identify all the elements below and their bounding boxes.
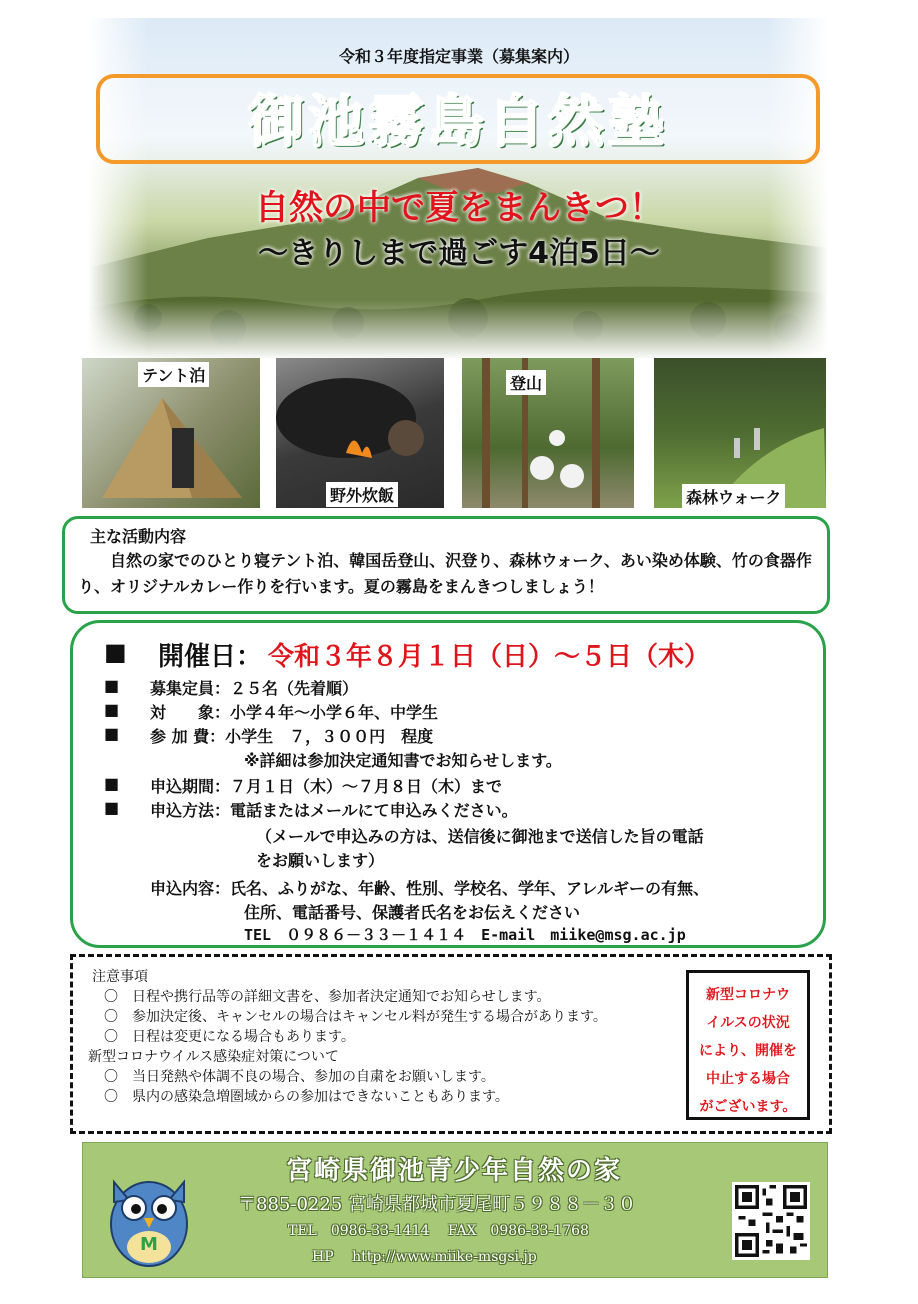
application-content: 申込内容：氏名、ふりがな、年齢、性別、学校名、学年、アレルギーの有無、	[150, 879, 709, 898]
qr-code-icon[interactable]	[732, 1182, 810, 1260]
application-content: 住所、電話番号、保護者氏名をお伝えください	[244, 903, 581, 922]
date-value: 令和３年８月１日（日）～５日（木）	[268, 642, 711, 672]
caution-title: 注意事項	[92, 969, 148, 985]
capacity: 募集定員：２５名（先着順）	[150, 679, 359, 698]
activity-description: 自然の家でのひとり寝テント泊、韓国岳登山、沢登り、森林ウォーク、あい染め体験、竹の食器作り、オリジナルカレー作りを行います。夏の霧島をまんきつしましょう！	[78, 551, 812, 596]
photo-cooking	[276, 358, 444, 508]
photo-tent	[82, 358, 260, 508]
covid-notice-line: により、開催を	[699, 1043, 797, 1059]
photo-label: 登山	[506, 370, 546, 395]
covid-notice-line: イルスの状況	[706, 1015, 790, 1031]
method-note: をお願いします）	[256, 851, 385, 870]
activity-title: 主な活動内容	[90, 527, 187, 546]
target: 対 象：小学４年～小学６年、中学生	[150, 703, 439, 722]
page-subtitle: 令和３年度指定事業（募集案内）	[338, 47, 579, 66]
caution-item: 〇 参加決定後、キャンセルの場合はキャンセル料が発生する場合があります。	[104, 1009, 607, 1025]
bullet-icon: ■	[104, 676, 120, 695]
contact-line: TEL ０９８６－３３－１４１４ E-mail miike@msg.ac.jp	[244, 926, 686, 944]
bullet-icon: ■	[104, 798, 120, 817]
fee-note: ※詳細は参加決定通知書でお知らせします。	[244, 751, 562, 770]
facility-tel-fax: TEL 0986-33-1414 FAX 0986-33-1768	[288, 1223, 589, 1239]
covid-notice-line: 中止する場合	[706, 1071, 790, 1087]
photo-climbing	[462, 358, 634, 508]
application-method: 申込方法：電話またはメールにて申込みください。	[150, 801, 518, 820]
covid-item: 〇 当日発熱や体調不良の場合、参加の自粛をお願いします。	[104, 1069, 495, 1085]
covid-title: 新型コロナウイルス感染症対策について	[88, 1049, 339, 1065]
covid-notice	[686, 970, 810, 1120]
covid-notice-line: がございます。	[699, 1099, 797, 1115]
hero-fade	[88, 300, 828, 360]
facility-homepage: HP http://www.miike-msgsi.jp	[312, 1249, 537, 1265]
application-period: 申込期間：７月１日（木）～７月８日（木）まで	[150, 777, 503, 796]
catchphrase-sub: ～きりしまで過ごす4泊5日～	[258, 236, 660, 271]
facility-name: 宮崎県御池青少年自然の家	[285, 1156, 622, 1186]
mascot-letter: M	[140, 1234, 158, 1255]
caution-item: 〇 日程や携行品等の詳細文書を、参加者決定通知でお知らせします。	[104, 989, 551, 1005]
fee: 参 加 費：小学生 ７，３００円 程度	[150, 727, 434, 746]
photo-label: テント泊	[138, 362, 209, 387]
caution-item: 〇 日程は変更になる場合もあります。	[104, 1029, 355, 1045]
page-title: 御池霧島自然塾	[248, 90, 668, 155]
catchphrase: 自然の中で夏をまんきつ！	[255, 188, 663, 228]
photo-forest-walk	[654, 358, 826, 508]
facility-address: 〒885-0225 宮崎県都城市夏尾町５９８８－３０	[238, 1194, 636, 1215]
method-note: （メールで申込みの方は、送信後に御池まで送信した旨の電話	[256, 827, 704, 846]
covid-notice-line: 新型コロナウ	[706, 987, 790, 1003]
covid-item: 〇 県内の感染急増圏域からの参加はできないこともあります。	[104, 1089, 509, 1105]
bullet-icon: ■	[104, 638, 127, 666]
bullet-icon: ■	[104, 724, 120, 743]
bullet-icon: ■	[104, 774, 120, 793]
photo-label: 森林ウォーク	[682, 484, 785, 508]
date-label: 開催日：	[158, 642, 263, 672]
bullet-icon: ■	[104, 700, 120, 719]
photo-label: 野外炊飯	[326, 482, 398, 507]
